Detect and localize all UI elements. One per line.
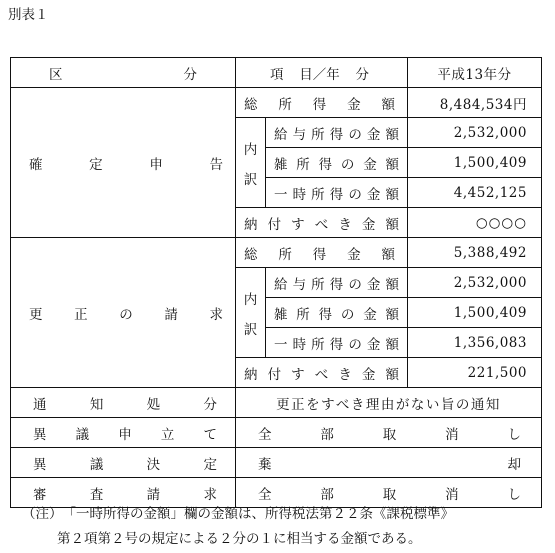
text-segment: 給 (274, 276, 288, 293)
text-segment: 時 (292, 186, 307, 203)
text-segment: 異 (33, 426, 47, 443)
row-value: 1,500,409 (408, 298, 542, 328)
category-igi-moshitate (11, 418, 236, 448)
text-segment: 通 (33, 396, 47, 413)
table-row (11, 388, 542, 418)
uchiwake-label (236, 268, 266, 358)
text-segment: 議 (75, 426, 90, 443)
row-label (266, 178, 408, 208)
income-table (10, 57, 542, 508)
text-segment: 異 (33, 456, 47, 473)
text-segment: 取 (382, 426, 397, 443)
text-segment: 部 (320, 486, 334, 503)
text-segment: 訳 (243, 321, 258, 338)
row-label (266, 268, 408, 298)
text-segment: 分 (183, 66, 197, 83)
text-segment: 所 (296, 156, 310, 173)
text-segment: 金 (347, 96, 361, 113)
text-segment: 請 (146, 486, 161, 503)
text-segment: の (348, 126, 362, 143)
text-segment: 求 (209, 306, 223, 323)
header-year: 平成13年分 (408, 58, 542, 88)
text-segment: 金 (366, 336, 381, 353)
text-segment: 定 (89, 156, 103, 173)
text-segment: 金 (347, 246, 361, 263)
text-segment: 取 (382, 486, 397, 503)
category-tsuchi-shobun (11, 388, 236, 418)
text-segment: 全 (258, 426, 272, 443)
text-segment: の (348, 276, 362, 293)
text-segment: 審 (33, 486, 47, 503)
text-segment: 納 (244, 366, 258, 383)
text-segment: 査 (89, 486, 104, 503)
text-segment: 正 (74, 306, 88, 323)
text-segment: べ (314, 216, 329, 233)
text-segment: 確 (29, 156, 43, 173)
row-label (266, 118, 408, 148)
text-segment: 所 (311, 336, 325, 353)
text-segment: 額 (385, 366, 399, 383)
text-segment: 金 (363, 156, 377, 173)
text-segment: 総 (244, 96, 258, 113)
text-segment: し (507, 426, 521, 443)
text-segment: 一 (274, 336, 288, 353)
text-segment: 金 (366, 186, 381, 203)
text-segment: 決 (146, 456, 161, 473)
text-segment: 告 (209, 156, 223, 173)
row-value: 4,452,125 (408, 178, 542, 208)
text-segment: 与 (292, 126, 307, 143)
row-label (266, 328, 408, 358)
text-segment: 申 (149, 156, 163, 173)
text-segment: し (507, 486, 521, 503)
row-label (236, 88, 408, 118)
text-segment: 金 (361, 216, 376, 233)
text-segment: 消 (445, 486, 459, 503)
text-segment: 得 (318, 306, 333, 323)
text-segment: 請 (164, 306, 178, 323)
row-value: 1,500,409 (408, 148, 542, 178)
row-label (266, 148, 408, 178)
text-segment: 得 (329, 186, 344, 203)
text-segment: 給 (274, 126, 288, 143)
row-label (236, 208, 408, 238)
text-segment: 部 (320, 426, 334, 443)
text-segment: 分 (203, 396, 217, 413)
text-segment: 内 (243, 291, 258, 308)
header-row (11, 58, 542, 88)
text-segment: 一 (274, 186, 288, 203)
header-koumoku (236, 58, 408, 88)
row-label (266, 298, 408, 328)
text-segment: 知 (89, 396, 104, 413)
text-segment: 与 (292, 276, 307, 293)
text-segment: 消 (445, 426, 459, 443)
document-caption: 別表１ (8, 7, 49, 23)
header-kubun (11, 58, 236, 88)
text-segment: の (348, 186, 362, 203)
text-segment: 金 (366, 126, 381, 143)
text-segment: 所 (311, 186, 325, 203)
text-segment: 得 (312, 246, 327, 263)
footnote-line-1: （注） 「一時所得の金額」欄の金額は、所得税法第２２条《課税標準》 (22, 506, 454, 522)
text-segment: 得 (318, 156, 333, 173)
text-segment: 処 (146, 396, 161, 413)
text-segment: 分 (355, 66, 369, 83)
category-kakutei-shinkoku (11, 88, 236, 238)
text-segment: 所 (278, 96, 292, 113)
row-value: 1,356,083 (408, 328, 542, 358)
text-segment: 所 (296, 306, 310, 323)
footnote-line-2: 第２項第２号の規定による２分の１に相当する金額である。 (57, 531, 422, 547)
text-segment: 額 (381, 96, 395, 113)
text-segment: 議 (89, 456, 104, 473)
row-content (236, 448, 542, 478)
table-row (11, 88, 542, 118)
row-content (236, 418, 542, 448)
text-segment: 得 (329, 126, 344, 143)
text-segment: 金 (366, 276, 381, 293)
text-segment: 項 (270, 66, 284, 83)
text-segment: 申 (118, 426, 132, 443)
text-segment: の (348, 336, 362, 353)
text-segment: 更正をすべき理由がない旨の通知 (276, 396, 501, 413)
text-segment: き (338, 216, 352, 233)
uchiwake-label (236, 118, 266, 208)
text-segment: き (338, 366, 352, 383)
text-segment: 金 (361, 366, 376, 383)
row-value: 221,500 (408, 358, 542, 388)
text-segment: 所 (311, 276, 325, 293)
text-segment: 額 (385, 216, 399, 233)
text-segment: 目／年 (299, 66, 340, 83)
row-value: 2,532,000 (408, 118, 542, 148)
row-value: 2,532,000 (408, 268, 542, 298)
text-segment: の (340, 306, 355, 323)
text-segment: 額 (385, 126, 399, 143)
text-segment: 棄 (258, 456, 272, 473)
text-segment: 所 (278, 246, 292, 263)
text-segment: 雑 (274, 306, 288, 323)
text-segment: 付 (267, 366, 282, 383)
text-segment: 更 (29, 306, 43, 323)
text-segment: 雑 (274, 156, 288, 173)
text-segment: べ (314, 366, 329, 383)
text-segment: 全 (258, 486, 272, 503)
text-segment: 額 (381, 246, 395, 263)
text-segment: 金 (363, 306, 377, 323)
table-row (11, 238, 542, 268)
text-segment: て (203, 426, 217, 443)
text-segment: 額 (385, 306, 399, 323)
text-segment: 額 (385, 186, 399, 203)
text-segment: 得 (312, 96, 327, 113)
category-igi-kettei (11, 448, 236, 478)
text-segment: 区 (49, 66, 63, 83)
text-segment: 所 (311, 126, 325, 143)
text-segment: 額 (385, 276, 399, 293)
text-segment: す (291, 366, 305, 383)
row-content (236, 388, 542, 418)
text-segment: 付 (267, 216, 282, 233)
row-label (236, 358, 408, 388)
text-segment: 立 (160, 426, 175, 443)
text-segment: 納 (244, 216, 258, 233)
text-segment: の (340, 156, 355, 173)
text-segment: 却 (507, 456, 521, 473)
text-segment: の (119, 306, 133, 323)
text-segment: 額 (385, 336, 399, 353)
text-segment: 内 (243, 141, 258, 158)
text-segment: 定 (203, 456, 217, 473)
row-label (236, 238, 408, 268)
row-value: ○○○○ (408, 208, 542, 238)
table-row (11, 448, 542, 478)
text-segment: 時 (292, 336, 307, 353)
text-segment: 訳 (243, 171, 258, 188)
text-segment: 額 (385, 156, 399, 173)
table-row (11, 418, 542, 448)
text-segment: 総 (244, 246, 258, 263)
row-value: 8,484,534円 (408, 88, 542, 118)
row-value: 5,388,492 (408, 238, 542, 268)
category-kousei-seikyu (11, 238, 236, 388)
text-segment: 求 (203, 486, 217, 503)
text-segment: 得 (329, 336, 344, 353)
text-segment: 得 (329, 276, 344, 293)
text-segment: す (291, 216, 305, 233)
